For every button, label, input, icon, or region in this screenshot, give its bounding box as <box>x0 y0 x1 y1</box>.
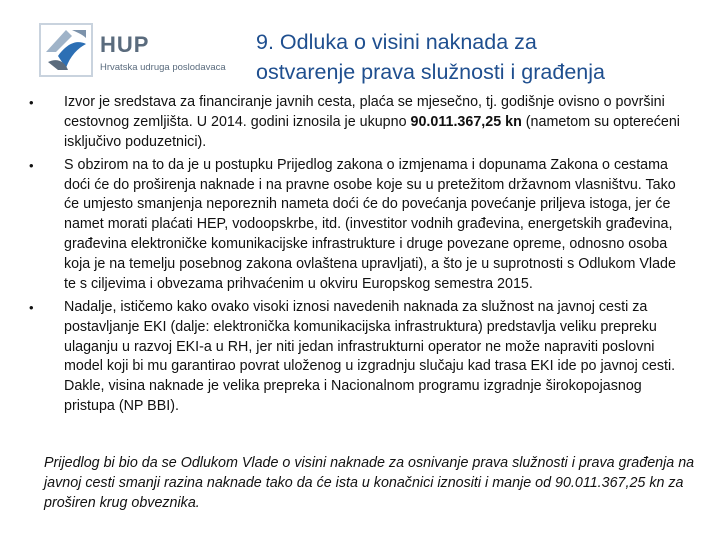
logo-subtitle: Hrvatska udruga poslodavaca <box>100 62 226 73</box>
bullet-list <box>0 93 690 420</box>
proposal-note: Prijedlog bi bio da se Odlukom Vlade o visini naknade za osnivanje prava služnosti i prava građenja na javnoj cesti smanji razina naknade tako da će ista u konačnici iznositi i manje od 90.011.367,25 kn za proširen krug obveznika. <box>44 455 695 511</box>
bullet-item-1 <box>0 93 690 152</box>
title-line-1: 9. Odluka o visini naknada za <box>256 30 537 54</box>
bullet-1-text-end: (nametom su opterećeni isključivo poduzetnici). <box>64 113 680 150</box>
bullet-marker: • <box>29 299 34 315</box>
title-line-2: ostvarenje prava služnosti i građenja <box>256 60 605 84</box>
hup-logo <box>38 22 253 82</box>
bullet-marker: • <box>29 157 34 173</box>
bullet-1-text: Izvor je sredstava za financiranje javnih cesta, plaća se mjesečno, tj. godišnje ovisno o površini cestovnog zemljišta. U 2014. godini iznosila je ukupno <box>64 94 665 130</box>
slide-title <box>256 27 605 87</box>
hup-logo-icon <box>38 22 94 78</box>
bullet-2-text: S obzirom na to da je u postupku Prijedlog zakona o izmjenama i dopunama Zakona o cestama doći će do proširenja naknade i na pravne osobe koje su u pretežitom državnom vlasništvu. Tako će umjesto smanjenja neporeznih nameta doći će do povećanja povećanje priljeva istoga, jer će namet morati plaćati HEP, vodoopskrbe, itd. (investitor vodnih građevina, energetskih građevina, građevina elektroničke komunikacijske infrastrukture i druge povezane opreme, odnosno osoba koja je na temelju posebnog zakona ovlaštena upravljati), a što je u suprotnosti s Odlukom Vlade te s ciljevima i obvezama prihvaćenim u okviru Europskog semestra 2015. <box>64 156 676 292</box>
bullet-item-3 <box>0 298 690 417</box>
bullet-1-amount: 90.011.367,25 kn <box>410 113 522 130</box>
bullet-3-text: Nadalje, ističemo kako ovako visoki iznosi navedenih naknada za služnost na javnoj cesti za postavljanje EKI (dalje: elektronička komunikacijska infrastruktura) predstavlja veliku prepreku ulaganju u razvoj EKI-a u RH, jer niti jedan infrastrukturni operator ne može napraviti poslovni model koji bi mu garantirao povrat uloženog u izgradnju slučaju kad trasa EKI ide po javnoj cesti. Dakle, visina naknade je velika prepreka i Nacionalnom programu izgradnje širokopojasnog pristupa (NP BBI). <box>64 298 676 414</box>
logo-name: HUP <box>100 32 150 57</box>
bullet-item-2 <box>0 156 690 295</box>
bullet-marker: • <box>29 95 34 110</box>
